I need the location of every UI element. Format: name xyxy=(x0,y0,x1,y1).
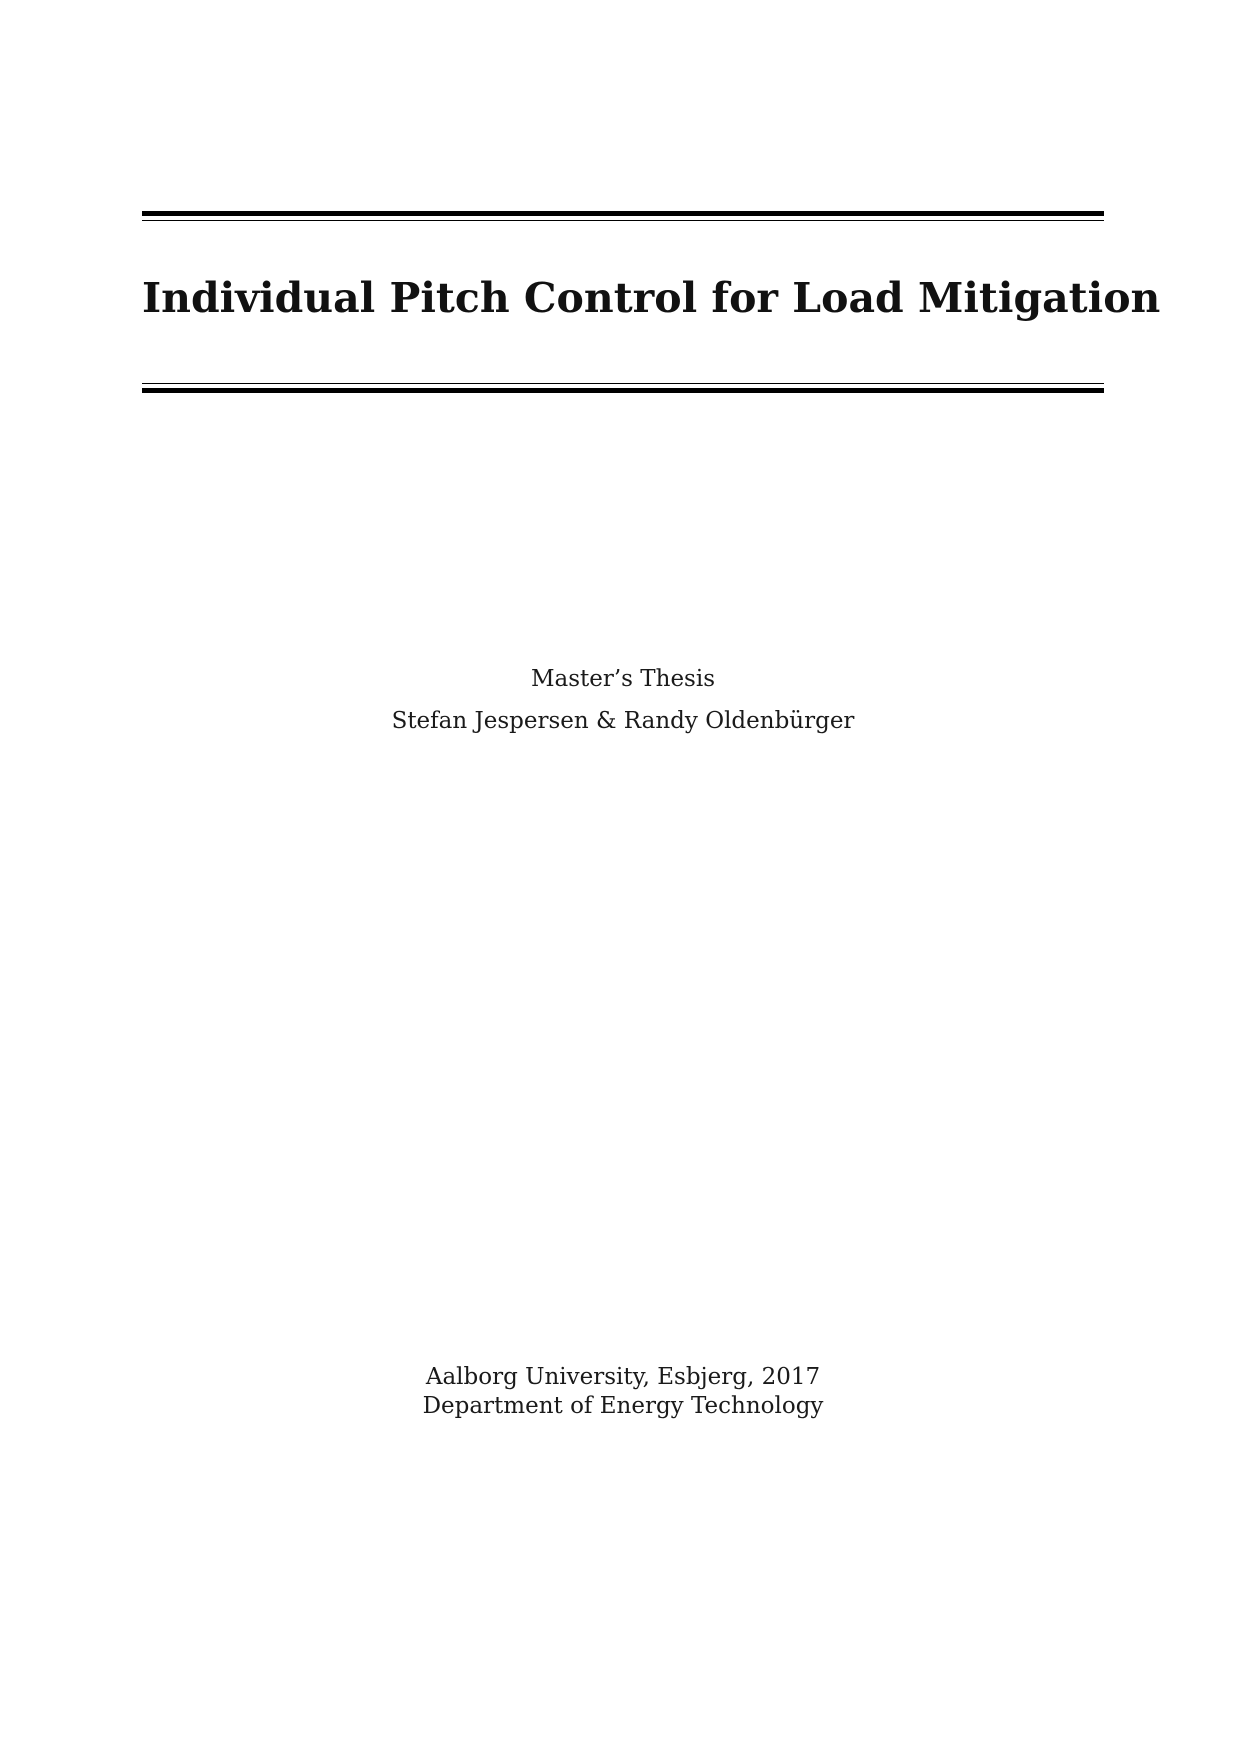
bottom-thick-rule xyxy=(142,388,1104,393)
top-thin-rule xyxy=(142,220,1104,221)
department-line: Department of Energy Technology xyxy=(422,1393,824,1419)
authors: Stefan Jespersen & Randy Oldenbürger xyxy=(391,708,855,734)
institution-line: Aalborg University, Esbjerg, 2017 xyxy=(425,1364,821,1390)
thesis-title: Individual Pitch Control for Load Mitigation xyxy=(142,274,1161,322)
document-type: Master’s Thesis xyxy=(530,666,716,692)
bottom-thin-rule xyxy=(142,383,1104,384)
top-thick-rule xyxy=(142,211,1104,216)
